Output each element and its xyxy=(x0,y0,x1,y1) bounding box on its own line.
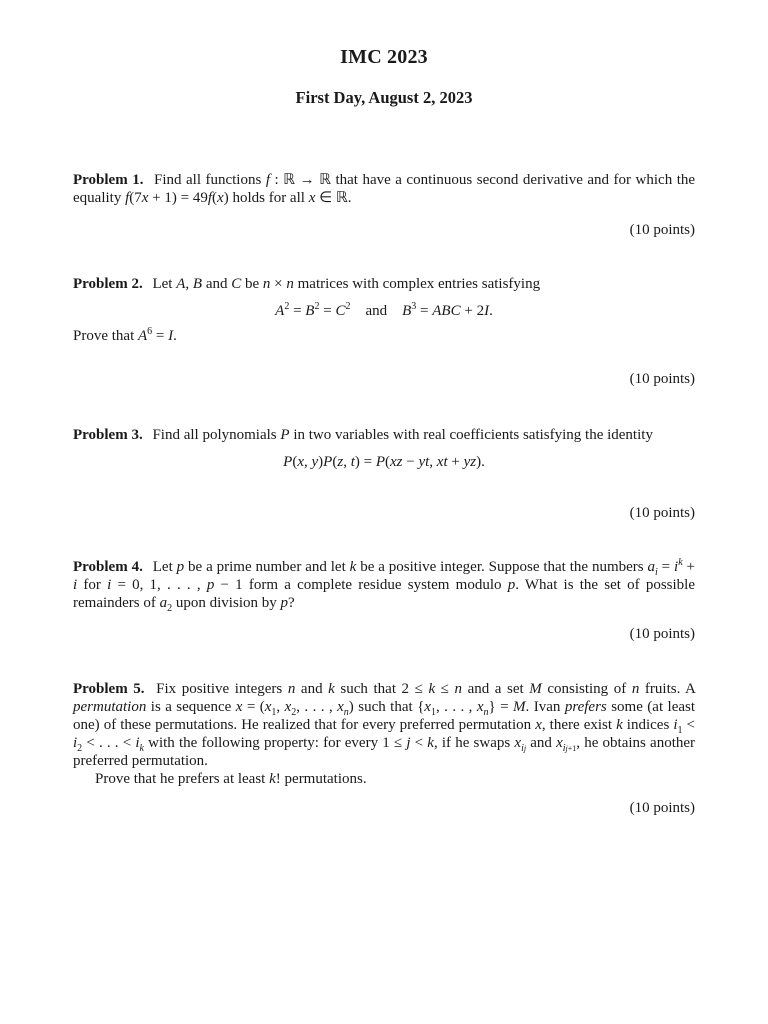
problem-5-text-n: if he swaps xyxy=(441,735,511,751)
problem-4-text-e: form a complete residue system modulo xyxy=(248,577,502,593)
problem-1-points: (10 points) xyxy=(629,222,695,238)
problem-1-text-a: Find all functions xyxy=(153,172,262,188)
problem-1-heading: Problem 1. xyxy=(73,172,144,188)
problem-4-text-d: for xyxy=(83,577,101,593)
problem-2-prove: Prove that xyxy=(73,328,135,344)
problem-4-text-c: be a positive integer. Suppose that the numbers xyxy=(360,559,644,575)
problem-5-text-o: and xyxy=(530,735,552,751)
problem-2-text-a: Let xyxy=(152,276,173,292)
problem-2-display-equation: $A^2 = B^2 = C^2$ and $B^3$ = ABC + 2I. xyxy=(275,301,493,319)
problem-5-conclusion: Prove that he prefers at least k! permutations. xyxy=(95,771,367,787)
problem-5-points: (10 points) xyxy=(629,800,695,816)
problem-2-text-d: matrices with complex entries satisfying xyxy=(297,276,541,292)
problem-5-text-r: permutations. xyxy=(284,771,367,787)
problem-2-text-c: be xyxy=(245,276,260,292)
problem-2-and: and xyxy=(365,303,388,319)
problem-1-text-c: holds for all xyxy=(232,190,305,206)
problem-2-points: (10 points) xyxy=(629,371,695,387)
problem-4-heading: Problem 4. xyxy=(73,559,143,575)
problem-3-text-a: Find all polynomials xyxy=(152,427,277,443)
problem-4-text-b: be a prime number and let xyxy=(188,559,346,575)
problem-4-points: (10 points) xyxy=(629,626,695,642)
problem-3-heading: Problem 3. xyxy=(73,427,143,443)
problem-5-text-a: Fix positive integers xyxy=(156,681,283,697)
problem-5-text-k: there exist xyxy=(549,717,613,733)
problem-2: Problem 2. Let A, B and C be n × n matrices with complex entries satisfying $A^2 = B^2 = C^2$ and $B^3$ = ABC + 2I. Prove that $A^6 = I$. xyxy=(73,275,695,345)
problem-1-text-b: that have a continuous second derivative and for which the equality xyxy=(73,172,696,206)
problem-5-text-i: Ivan xyxy=(533,699,561,715)
math-equality: f xyxy=(125,190,130,206)
problem-5: Problem 5. Fix positive integers n and k such that 2 ≤ k ≤ n and a set M consisting of n fruits. A permutation is a sequence $x = (x_1$, $x_2$, . . . , $x_n$) such that {$x_1$, . . . , $x_n\} = M$. Ivan prefers some (at least one) of these permutations. He realized that for every preferred permutation x, there exist k indices $i_1 < i_2$ < . . . < $i_k$ with the following property: for every 1 ≤ j < k, if he swaps $x_{ij}$ and $x_{ij+1}$, he obtains another preferred permutation. Prove that he prefers at least k! permutations. xyxy=(73,681,696,787)
problem-3: Problem 3. Find all polynomials P in two variables with real coefficients satisfying the identity P(x, y)P(z, t) = P(xz − yt, xt + yz). xyxy=(73,426,695,478)
problem-5-text-f: fruits. A xyxy=(644,681,696,697)
problem-5-text-q: Prove that he prefers at least xyxy=(95,771,266,787)
problem-4-text-f: What is the set of possible remainders of xyxy=(73,577,696,611)
problem-3-points: (10 points) xyxy=(629,505,695,521)
problem-2-heading: Problem 2. xyxy=(73,276,143,292)
problem-5-text-m: with the following property: for every xyxy=(148,735,379,751)
problem-5-permutation-term: permutation xyxy=(73,699,147,715)
problem-5-text-j: some (at least one) of these permutations. He realized that for every preferred permutation xyxy=(73,699,696,733)
problem-5-text-e: consisting of xyxy=(547,681,627,697)
problem-5-prefers-term: prefers xyxy=(564,699,607,715)
problem-5-text-p: he obtains another preferred permutation. xyxy=(73,735,696,769)
problem-5-text-h: such that xyxy=(358,699,413,715)
problem-4-text-g: upon division by xyxy=(175,595,277,611)
problem-1: Problem 1. Find all functions f : ℝ → ℝ that have a continuous second derivative and for which the equality f(7x + 1) = 49f(x) holds for all x ∈ ℝ. xyxy=(73,172,696,206)
problem-5-text-l: indices xyxy=(626,717,670,733)
problem-3-display-equation: P(x, y)P(z, t) = P(xz − yt, xt + yz). xyxy=(283,454,485,470)
math-f-map: f xyxy=(265,172,271,188)
problem-4-text-a: Let xyxy=(152,559,173,575)
problem-2-text-b: and xyxy=(205,276,228,292)
problem-4: Problem 4. Let p be a prime number and let k be a positive integer. Suppose that the numbers $a_i = i^k + i$ for i = 0, 1, . . . , p − 1 form a complete residue system modulo p. What is the set of possible remainders of $a_2$ upon division by p? xyxy=(73,557,696,614)
problem-5-text-d: and a set xyxy=(467,681,524,697)
document-subtitle: First Day, August 2, 2023 xyxy=(295,88,473,107)
document-title: IMC 2023 xyxy=(340,46,428,68)
problem-3-text-b: in two variables with real coefficients satisfying the identity xyxy=(293,427,653,443)
problem-5-text-c: such that xyxy=(340,681,396,697)
document-page xyxy=(73,0,695,1024)
problem-5-text-b: and xyxy=(300,681,323,697)
problem-5-text-g: is a sequence xyxy=(150,699,232,715)
problem-5-heading: Problem 5. xyxy=(73,681,145,697)
